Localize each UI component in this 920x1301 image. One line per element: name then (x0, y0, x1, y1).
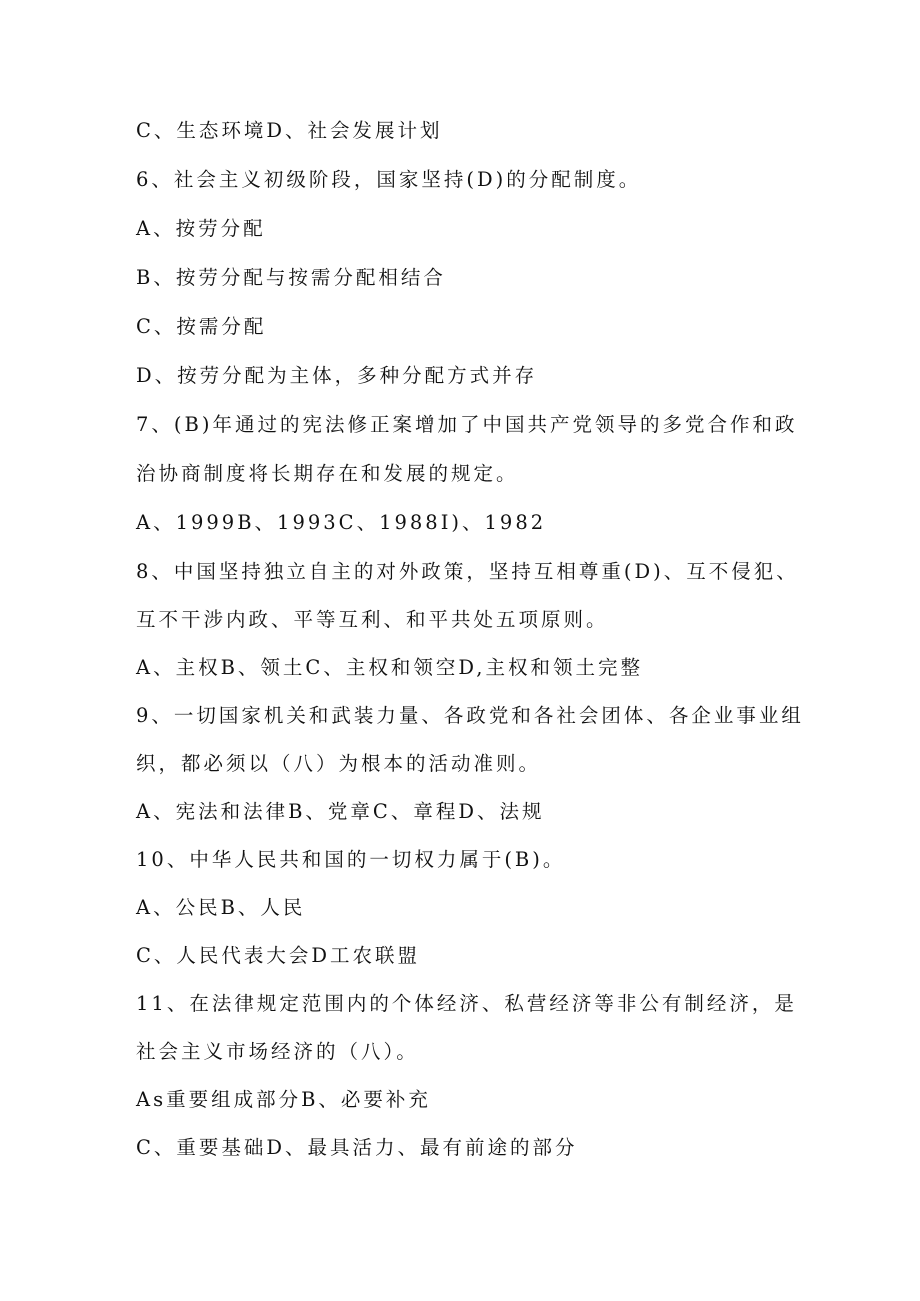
options-11-cd: C、重要基础D、最具活力、最有前途的部分 (136, 1136, 578, 1159)
question-7-cont: 治协商制度将长期存在和发展的规定。 (136, 462, 519, 485)
options-9: A、宪法和法律B、党章C、章程D、法规 (136, 800, 545, 823)
question-8: 8、中国坚持独立自主的对外政策，坚持互相尊重(D)、互不侵犯、 (136, 560, 799, 583)
option-6b: B、按劳分配与按需分配相结合 (136, 266, 446, 289)
options-8: A、主权B、领土C、主权和领空D,主权和领土完整 (136, 656, 643, 679)
options-7: A、1999B、1993C、1988I)、1982 (136, 511, 547, 534)
question-11: 11、在法律规定范围内的个体经济、私营经济等非公有制经济，是 (136, 992, 797, 1015)
options-11-ab: As重要组成部分B、必要补充 (136, 1088, 431, 1111)
option-6a: A、按劳分配 (136, 217, 266, 240)
question-8-cont: 互不干涉内政、平等互利、和平共处五项原则。 (136, 608, 609, 631)
question-9-cont: 织，都必须以（八）为根本的活动准则。 (136, 752, 542, 775)
question-6: 6、社会主义初级阶段，国家坚持(D)的分配制度。 (136, 168, 642, 191)
options-10-cd: C、人民代表大会D工农联盟 (136, 944, 421, 967)
option-6c: C、按需分配 (136, 315, 267, 338)
text-line: C、生态环境D、社会发展计划 (136, 119, 443, 142)
options-10-ab: A、公民B、人民 (136, 896, 306, 919)
question-9: 9、一切国家机关和武装力量、各政党和各社会团体、各企业事业组 (136, 704, 804, 727)
option-6d: D、按劳分配为主体，多种分配方式并存 (136, 364, 538, 387)
question-7: 7、(B)年通过的宪法修正案增加了中国共产党领导的多党合作和政 (136, 413, 798, 436)
question-11-cont: 社会主义市场经济的（八）。 (136, 1040, 419, 1063)
question-10: 10、中华人民共和国的一切权力属于(B)。 (136, 848, 566, 871)
